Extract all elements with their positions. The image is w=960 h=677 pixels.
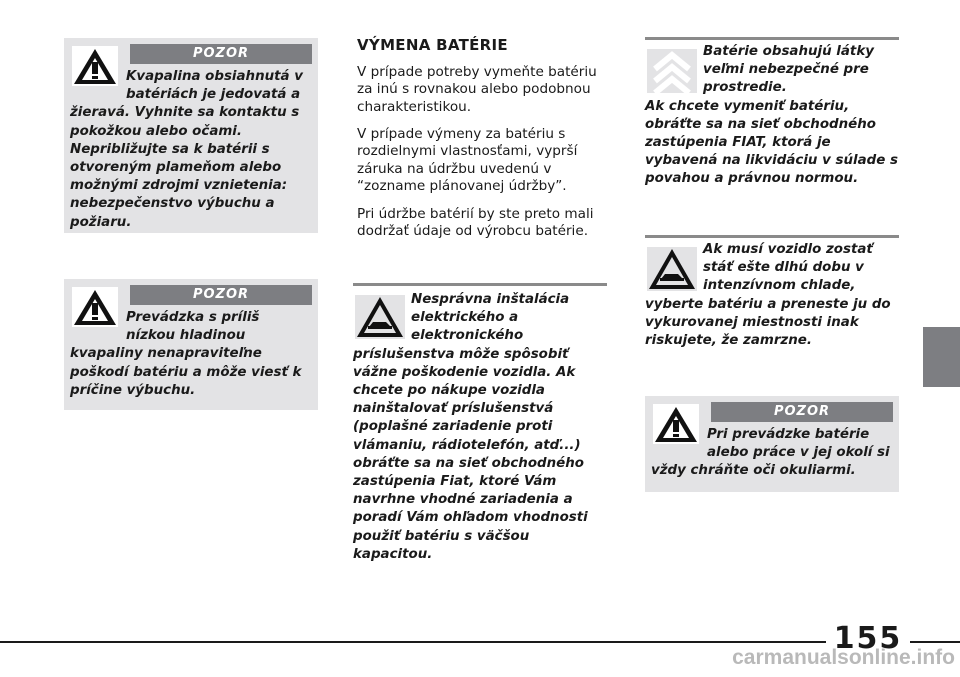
note-text-lead: Ak musí vozidlo zostať stáť ešte dlhú dobu v intenzívnom chlade,: [703, 242, 873, 294]
note-text: [645, 43, 899, 189]
environment-note: [645, 37, 899, 197]
warning-label-bar: POZOR: [711, 402, 893, 422]
warning-box-battery-fluid: [64, 38, 318, 233]
caution-note-accessories: [353, 283, 607, 573]
warning-text-rest: vždy chráňte oči okuliarmi.: [651, 463, 856, 479]
section-title: VÝMENA BATÉRIE: [357, 36, 508, 54]
body-paragraph-2: V prípade výmeny za batériu s rozdielnymi vlastnosťami, vyprší záruka na údržbu uvedenú v “zozname plánovanej údržby”.: [357, 126, 578, 195]
warning-text-lead: Prevádzka s príliš nízkou hladinou: [126, 310, 260, 344]
warning-box-eye-protection: [645, 396, 899, 492]
warning-text: [70, 68, 312, 232]
note-text-lead: Batérie obsahujú látky veľmi nebezpečné pre prostredie.: [703, 44, 874, 96]
note-text-rest: príslušenstva môže spôsobiť vážne poškodenie vozidla. Ak chcete po nákupe vozidla nainštalovať príslušenstvá (poplašné zariadenie proti vlámaniu, rádiotelefón, atď...) obráťte sa na sieť obchodného zastúpenia Fiat, ktoré Vám navrhne vhodné zariadenia a poradí Vám ohľadom vhodnosti použiť batériu s väčšou kapacitou.: [353, 346, 588, 562]
page-number: 155: [826, 619, 910, 659]
note-text: [645, 241, 899, 350]
caution-note-cold: [645, 235, 899, 355]
warning-label-bar: POZOR: [130, 285, 312, 305]
note-top-rule: [353, 283, 607, 286]
note-text-lead: Nesprávna inštalácia elektrického a elektronického: [411, 292, 570, 344]
note-top-rule: [645, 37, 899, 40]
warning-box-low-fluid: [64, 279, 318, 410]
warning-text-rest: kvapaliny nenapraviteľne poškodí batériu a môže viesť k príčine výbuchu.: [70, 346, 302, 398]
warning-text: [70, 309, 312, 400]
chapter-side-tab: [923, 327, 960, 387]
warning-text: [651, 426, 893, 481]
warning-text-lead: Kvapalina obsiahnutá v batériách je jedovatá a: [126, 69, 303, 103]
body-paragraph-1: V prípade potreby vymeňte batériu za inú s rovnakou alebo podobnou charakteristikou.: [357, 64, 597, 115]
warning-label-bar: POZOR: [130, 44, 312, 64]
watermark-text: carmanualsonline.info: [732, 646, 955, 669]
body-paragraph-3: Pri údržbe batérií by ste preto mali dodržať údaje od výrobcu batérie.: [357, 206, 594, 240]
note-text-rest: vyberte batériu a preneste ju do vykurovanej miestnosti inak riskujete, že zamrzne.: [645, 296, 891, 349]
footer-rule: [0, 641, 960, 643]
note-text-rest: Ak chcete vymeniť batériu, obráťte sa na sieť obchodného zastúpenia FIAT, ktorá je vybavená na likvidáciu v súlade s povahou a právnou normou.: [645, 98, 898, 187]
note-text: [353, 291, 607, 564]
warning-text-rest: žieravá. Vyhnite sa kontaktu s pokožkou alebo očami. Nepribližujte sa k batérii s otvoreným plameňom alebo možnými zdrojmi vznietenia: nebezpečenstvo výbuchu a požiaru.: [70, 105, 300, 230]
note-top-rule: [645, 235, 899, 238]
warning-text-lead: Pri prevádzke batérie alebo práce v jej okolí si: [707, 427, 890, 461]
